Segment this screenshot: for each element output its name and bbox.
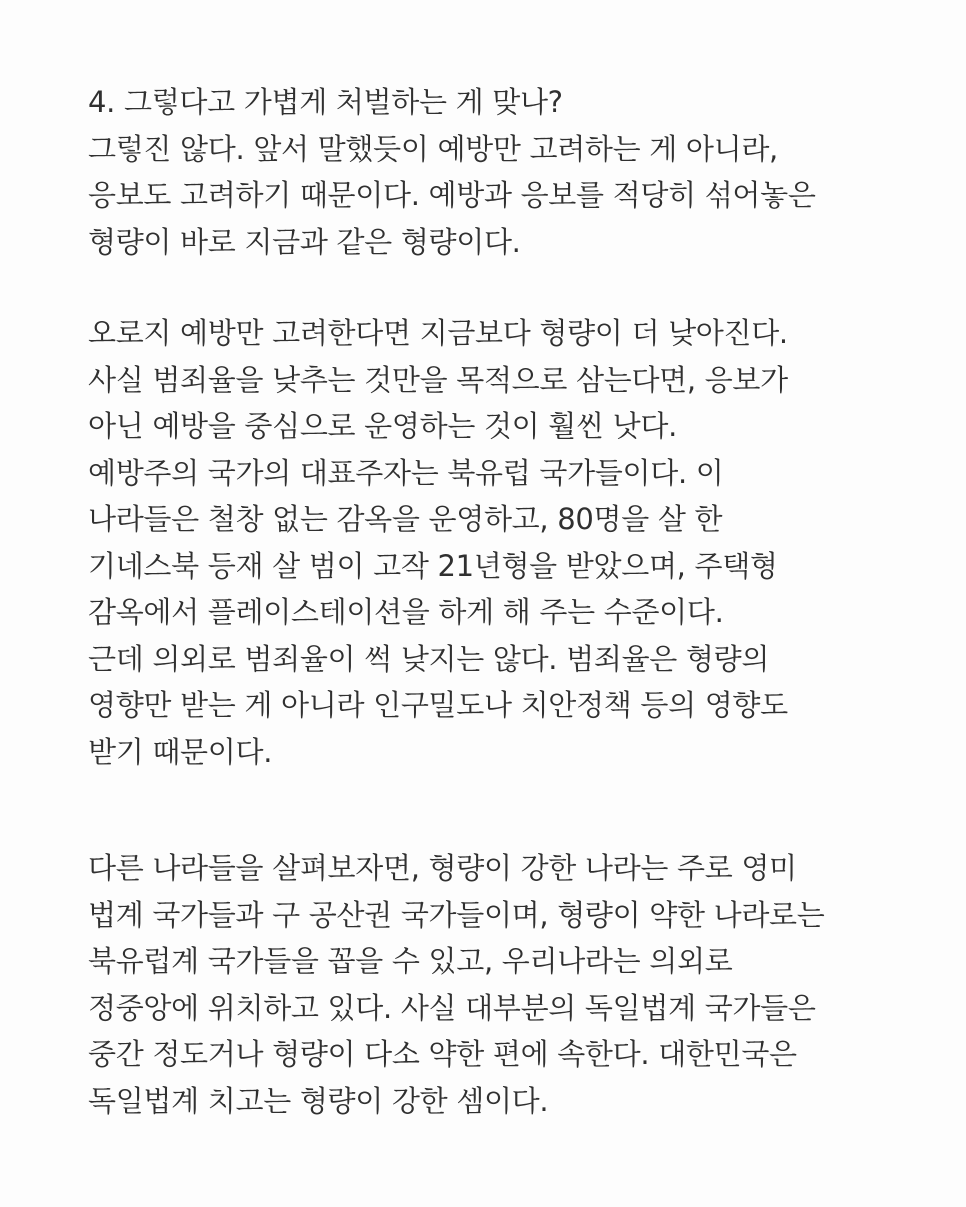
paragraph-line: 정중앙에 위치하고 있다. 사실 대부분의 독일법계 국가들은 bbox=[88, 990, 816, 1025]
paragraph-line: 다른 나라들을 살펴보자면, 형량이 강한 나라는 주로 영미 bbox=[88, 851, 797, 885]
paragraph-line: 법계 국가들과 구 공산권 국가들이며, 형량이 약한 나라로는 bbox=[88, 897, 825, 932]
paragraph-country-comparison bbox=[88, 845, 908, 1124]
paragraph-line: 북유럽계 국가들을 꼽을 수 있고, 우리나라는 의외로 bbox=[88, 944, 733, 978]
paragraph-line: 기네스북 등재 살 범이 고작 21년형을 받았으며, 주택형 bbox=[88, 548, 778, 583]
paragraph-line: 예방주의 국가의 대표주자는 북유럽 국가들이다. 이 bbox=[88, 455, 724, 490]
paragraph-line: 형량이 바로 지금과 같은 형량이다. bbox=[88, 224, 521, 259]
paragraph-line: 오로지 예방만 고려한다면 지금보다 형량이 더 낮아진다. bbox=[88, 316, 788, 350]
paragraph-line: 받기 때문이다. bbox=[88, 734, 273, 769]
paragraph-sentencing-question bbox=[88, 79, 908, 265]
paragraph-line: 영향만 받는 게 아니라 인구밀도나 치안정책 등의 영향도 bbox=[88, 688, 788, 722]
paragraph-line: 응보도 고려하기 때문이다. 예방과 응보를 적당히 섞어놓은 bbox=[88, 178, 816, 212]
paragraph-line: 사실 범죄율을 낮추는 것만을 목적으로 삼는다면, 응보가 bbox=[88, 362, 788, 397]
paragraph-line: 아닌 예방을 중심으로 운영하는 것이 훨씬 낫다. bbox=[88, 409, 677, 443]
paragraph-line: 중간 정도거나 형량이 다소 약한 편에 속한다. 대한민국은 bbox=[88, 1037, 797, 1071]
paragraph-line: 4. 그렇다고 가볍게 처벌하는 게 맞나? bbox=[88, 85, 563, 119]
faint-watermark bbox=[818, 728, 878, 755]
paragraph-line: 나라들은 철창 없는 감옥을 운영하고, 80명을 살 한 bbox=[88, 502, 723, 536]
paragraph-line: 그렇진 않다. 앞서 말했듯이 예방만 고려하는 게 아니라, bbox=[88, 131, 778, 166]
paragraph-line: 감옥에서 플레이스테이션을 하게 해 주는 수준이다. bbox=[88, 595, 724, 629]
paragraph-line: 근데 의외로 범죄율이 썩 낮지는 않다. 범죄율은 형량의 bbox=[88, 641, 770, 676]
paragraph-prevention-focus bbox=[88, 310, 908, 775]
paragraph-line: 독일법계 치고는 형량이 강한 셈이다. bbox=[88, 1083, 549, 1118]
